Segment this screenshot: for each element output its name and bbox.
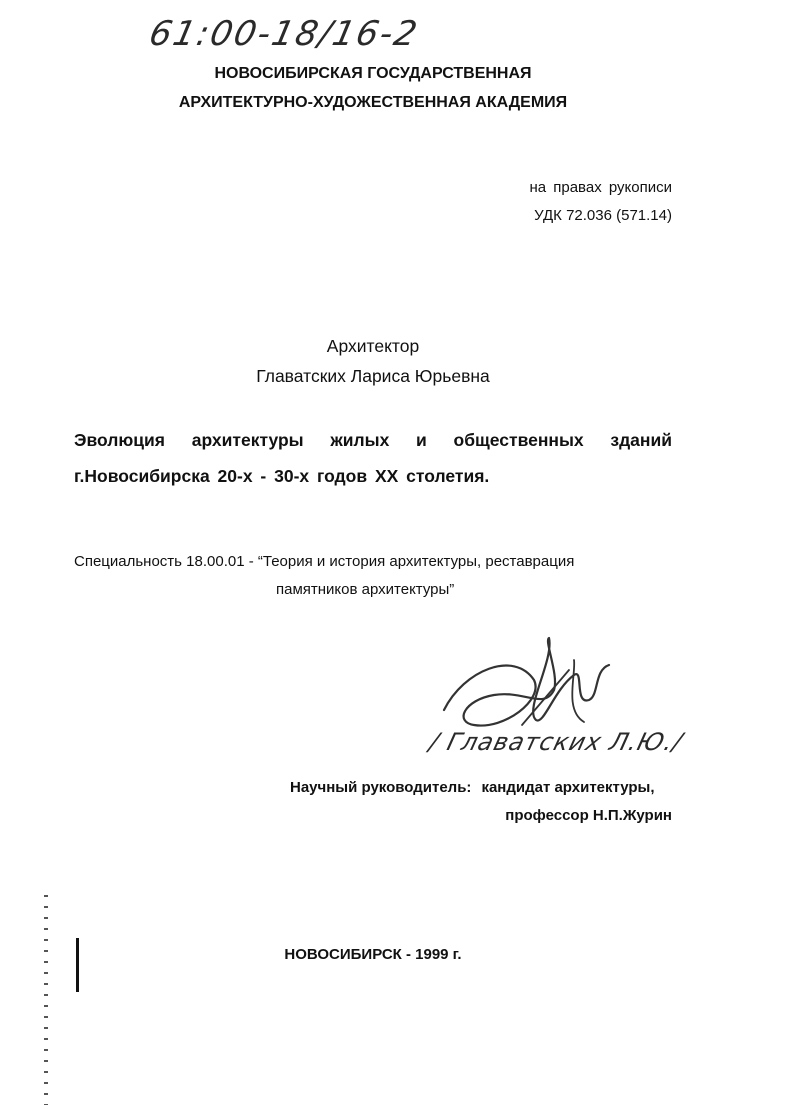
advisor-label: Научный руководитель: [290, 779, 472, 796]
specialty-line1: Специальность 18.00.01 - “Теория и история архитектуры, реставрация [74, 553, 575, 570]
specialty-line2: памятников архитектуры” [276, 581, 455, 598]
thesis-title-line1: Эволюция архитектуры жилых и общественных зданий [74, 430, 672, 450]
institution-name-line2: АРХИТЕКТУРНО-ХУДОЖЕСТВЕННАЯ АКАДЕМИЯ [178, 94, 568, 111]
archive-number-handwritten: 61:00-18/16-2 [145, 14, 423, 54]
signature-name-handwritten: / Главатских Л.Ю./ [426, 728, 686, 756]
institution-name-line1: НОВОСИБИРСКАЯ ГОСУДАРСТВЕННАЯ [214, 65, 532, 82]
signature-scribble [424, 630, 694, 780]
udk-code: УДК 72.036 (571.14) [534, 207, 672, 224]
advisor-degree: кандидат архитектуры, [481, 779, 655, 796]
margin-binding-dots [44, 895, 48, 1105]
advisor-name: профессор Н.П.Журин [505, 807, 672, 824]
author-name: Главатских Лариса Юрьевна [256, 366, 490, 386]
advisor-line [290, 779, 655, 796]
city-year: НОВОСИБИРСК - 1999 г. [284, 946, 462, 963]
author-role: Архитектор [326, 336, 420, 356]
margin-mark [76, 938, 79, 992]
thesis-title-line2: г.Новосибирска 20-х - 30-х годов XX столетия. [74, 466, 490, 486]
manuscript-rights-note: на правах рукописи [529, 179, 672, 196]
